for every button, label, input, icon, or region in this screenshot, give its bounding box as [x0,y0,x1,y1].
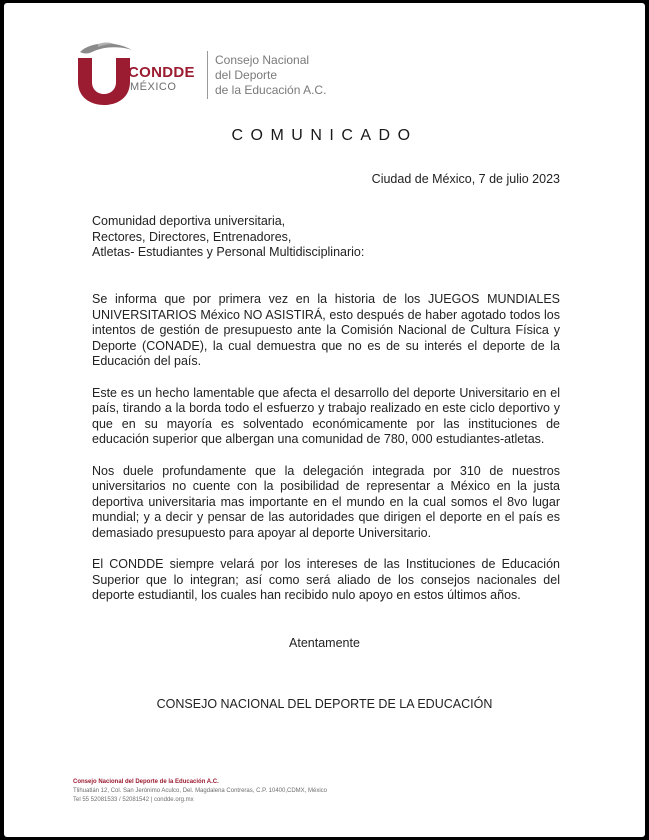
closing-line: Atentamente [289,636,360,650]
recipient-line: Atletas- Estudiantes y Personal Multidisciplinario: [92,245,365,259]
document-page [4,3,645,837]
organization-name [215,53,326,98]
document-title: COMUNICADO [231,127,418,144]
recipients-block [92,214,364,261]
footer [73,778,327,805]
date-line: Ciudad de México, 7 de julio 2023 [371,172,560,186]
body-text [92,292,560,620]
brand-name: CONDDE [128,64,195,81]
footer-address: Tlihuatlán 12, Col. San Jerónimo Aculco, Del. Magdalena Contreras, C.P. 10400,CDMX, México [73,788,328,794]
logo-divider [207,51,208,99]
signature-line: CONSEJO NACIONAL DEL DEPORTE DE LA EDUCACIÓN [156,697,493,711]
org-name-line: Consejo Nacional [215,53,310,67]
org-name-line: del Deporte [215,68,278,82]
body-paragraph: Se informa que por primera vez en la historia de los JUEGOS MUNDIALES UNIVERSITARIOS México NO ASISTIRÁ, esto después de haber agotado todos los intentos de gestión de presupuesto ante la Comisión Nacional de Cultura Física y Deporte (CONADE), la cual demuestra que no es de su interés el deporte de la Educación del país. [92,292,560,368]
footer-org: Consejo Nacional del Deporte de la Educación A.C. [73,779,219,785]
brand-country: MÉXICO [130,81,177,93]
condde-logo [74,40,344,106]
org-name-line: de la Educación A.C. [215,83,327,97]
body-paragraph: El CONDDE siempre velará por los intereses de las Instituciones de Educación Superior que lo integran; así como será aliado de los consejos nacionales del deporte estudiantil, los cuales han recibido nulo apoyo en estos últimos años. [92,557,560,602]
recipient-line: Comunidad deportiva universitaria, [92,214,286,228]
recipient-line: Rectores, Directores, Entrenadores, [92,229,292,244]
footer-contact: Tel 55 52081533 / 52081542 | condde.org.mx [73,797,194,803]
body-paragraph: Nos duele profundamente que la delegación integrada por 310 de nuestros universitarios no cuente con la posibilidad de representar a México en la justa deportiva universitaria mas importante en el mundo en la cual somos el 8vo lugar mundial; y a decir y pensar de las autoridades que dirigen el deporte en el país es demasiado presupuesto para apoyar al deporte Universitario. [92,463,560,540]
condde-u-logo-icon [74,40,134,106]
body-paragraph: Este es un hecho lamentable que afecta el desarrollo del deporte Universitario en el país, tirando a la borda todo el esfuerzo y trabajo realizado en este ciclo deportivo y que en su mayoría es solventado económicamente por las instituciones de educación superior que albergan una comunidad de 780, 000 estudiantes-atletas. [92,385,560,446]
